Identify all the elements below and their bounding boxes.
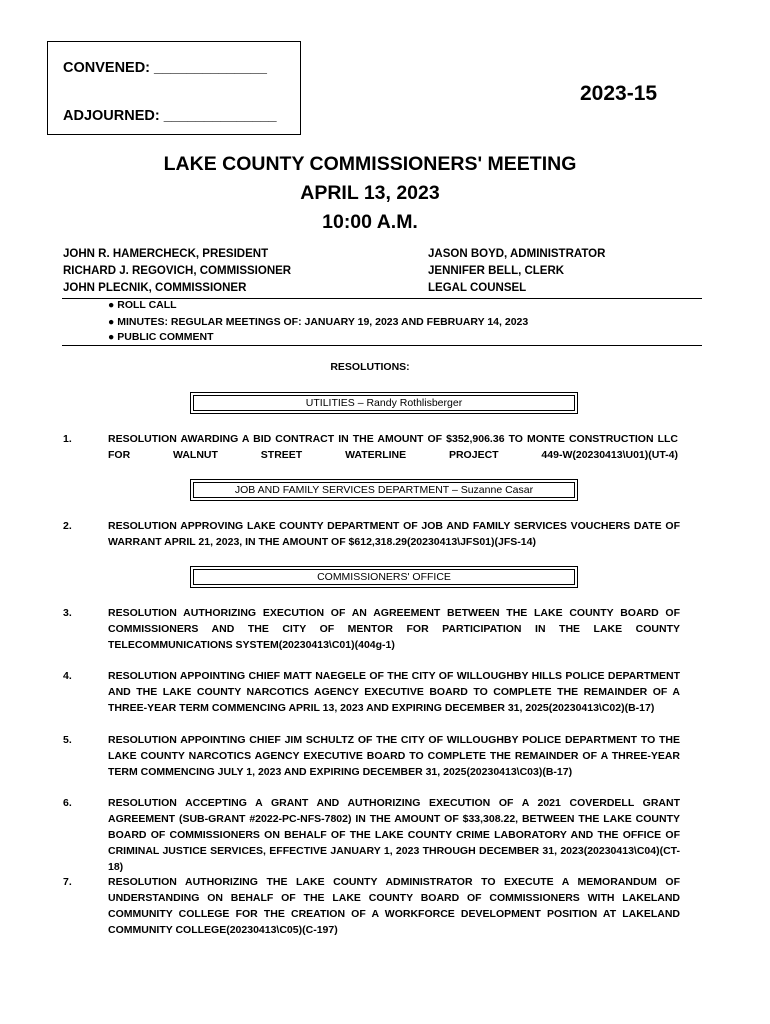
resolution-text [108, 874, 680, 938]
convened-adjourned-box [47, 41, 301, 135]
official-right-1: JASON BOYD, ADMINISTRATOR [428, 248, 606, 260]
resolution-text [108, 668, 680, 716]
document-number: 2023-15 [580, 82, 658, 105]
resolution-text-body: RESOLUTION APPOINTING CHIEF MATT NAEGELE OF THE CITY OF WILLOUGHBY HILLS POLICE DEPARTMENT AND THE LAKE COUNTY NARCOTICS AGENCY EXECUTIVE BOARD TO COMPLETE THE REMAINDER OF A THREE-YEAR TERM COMMENCING APRIL 13, 2023 AND EXPIRING DECEMBER 31, 2025(20230413\C02)(B-17) [108, 670, 680, 714]
department-commissioners-box [190, 566, 578, 588]
official-right-2: JENNIFER BELL, CLERK [428, 265, 565, 277]
resolution-text-body: RESOLUTION AUTHORIZING THE LAKE COUNTY ADMINISTRATOR TO EXECUTE A MEMORANDUM OF UNDERSTANDING ON BEHALF OF THE LAKE COUNTY BOARD OF COMMISSIONERS WITH LAKELAND COMMUNITY COLLEGE FOR THE CREATION OF A WORKFORCE DEVELOPMENT POSITION AT LAKELAND COMMUNITY COLLEGE(20230413\C05)(C-197) [108, 876, 680, 936]
department-jfs-label: JOB AND FAMILY SERVICES DEPARTMENT – Suzanne Casar [193, 482, 575, 498]
convened-field: CONVENED: ______________ [63, 60, 267, 76]
meeting-date: APRIL 13, 2023 [300, 182, 440, 204]
resolution-text-body: RESOLUTION APPROVING LAKE COUNTY DEPARTMENT OF JOB AND FAMILY SERVICES VOUCHERS DATE OF WARRANT APRIL 21, 2023, IN THE AMOUNT OF $612,318.29(20230413\JFS01)(JFS-14) [108, 520, 680, 548]
resolutions-heading: RESOLUTIONS: [330, 361, 410, 373]
resolution-text-body: RESOLUTION AWARDING A BID CONTRACT IN THE AMOUNT OF $352,906.36 TO MONTE CONSTRUCTION LLC FOR WALNUT STREET WATERLINE PROJECT 449-W(20230413\U01)(UT-4) [108, 433, 678, 461]
official-left-1: JOHN R. HAMERCHECK, PRESIDENT [63, 248, 269, 260]
resolution-text [108, 795, 680, 875]
resolution-text [108, 518, 680, 550]
resolution-number: 4. [63, 670, 72, 682]
resolution-number: 6. [63, 797, 72, 809]
department-commissioners-label: COMMISSIONERS' OFFICE [193, 569, 575, 585]
department-jfs-box [190, 479, 578, 501]
agenda-roll-call: ● ROLL CALL [108, 299, 177, 311]
resolution-text [108, 431, 678, 463]
official-left-2: RICHARD J. REGOVICH, COMMISSIONER [63, 265, 292, 277]
department-utilities-box [190, 392, 578, 414]
divider-bottom [62, 345, 702, 346]
agenda-minutes: ● MINUTES: REGULAR MEETINGS OF: JANUARY 19, 2023 AND FEBRUARY 14, 2023 [108, 316, 529, 328]
resolution-number: 2. [63, 520, 72, 532]
resolution-number: 5. [63, 734, 72, 746]
official-right-3: LEGAL COUNSEL [428, 282, 527, 294]
resolution-text-body: RESOLUTION AUTHORIZING EXECUTION OF AN AGREEMENT BETWEEN THE LAKE COUNTY BOARD OF COMMISSIONERS AND THE CITY OF MENTOR FOR PARTICIPATION IN THE LAKE COUNTY TELECOMMUNICATIONS SYSTEM(20230413\C01)(404g-1) [108, 607, 680, 651]
resolution-number: 7. [63, 876, 72, 888]
agenda-public-comment: ● PUBLIC COMMENT [108, 331, 214, 343]
resolution-text [108, 732, 680, 780]
resolution-number: 3. [63, 607, 72, 619]
resolution-number: 1. [63, 433, 72, 445]
adjourned-field: ADJOURNED: ______________ [63, 108, 277, 124]
meeting-title: LAKE COUNTY COMMISSIONERS' MEETING [163, 153, 577, 175]
resolution-text [108, 605, 680, 653]
department-utilities-label: UTILITIES – Randy Rothlisberger [193, 395, 575, 411]
meeting-time: 10:00 A.M. [322, 211, 418, 233]
official-left-3: JOHN PLECNIK, COMMISSIONER [63, 282, 247, 294]
resolution-text-body: RESOLUTION APPOINTING CHIEF JIM SCHULTZ OF THE CITY OF WILLOUGHBY POLICE DEPARTMENT TO THE LAKE COUNTY NARCOTICS AGENCY EXECUTIVE BOARD TO COMPLETE THE REMAINDER OF A THREE-YEAR TERM COMMENCING JULY 1, 2023 AND EXPIRING DECEMBER 31, 2025(20230413\C03)(B-17) [108, 734, 680, 778]
resolution-text-body: RESOLUTION ACCEPTING A GRANT AND AUTHORIZING EXECUTION OF A 2021 COVERDELL GRANT AGREEMENT (SUB-GRANT #2022-PC-NFS-7802) IN THE AMOUNT OF $33,308.22, BETWEEN THE LAKE COUNTY BOARD OF COMMISSIONERS ON BEHALF OF THE LAKE COUNTY CRIME LABORATORY AND THE OFFICE OF CRIMINAL JUSTICE SERVICES, EFFECTIVE JANUARY 1, 2023 THROUGH DECEMBER 31, 2023(20230413\C04)(CT-18) [108, 797, 680, 873]
